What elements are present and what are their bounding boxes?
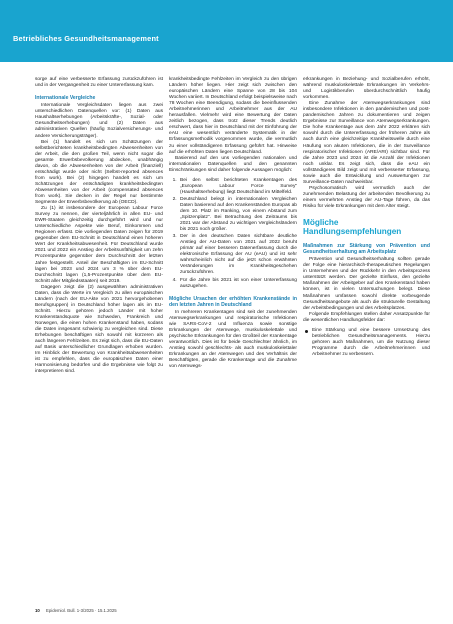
paragraph: krankheitsbedingte Fehlzeiten im Vergleich zu den übrigen Ländern höher liegen. Hier zeigt sich zwischen den europäischen Ländern eine Spanne von 28 bis 104 Wochen variiert. In Deutschland erfolgt beispielsweise nach 78 Wochen eine Beendigung, sodass die beeinflussenden Arbeitnehmerinnen und Arbeitnehmer aus der AU herausfallen. Vielmehr wird eine Bewertung der Daten zeitlich bezogen, dass trotz dieser Trends deutlich erschwert, dass hier in Deutschland mit der Einführung der eAU eine wesentlich veränderte Systematik in der Erfassungsmethodik vorgenommen wurde, die vermutlich zu einer vollständigeren Erfassung geführt hat. Hinweise auf die erhöhten Daten liegen Deutschland. bbox=[169, 77, 297, 155]
paragraph: Eine Zunahme der Atemwegserkrankungen sind insbesondere Infektionen in den pandemischen und post-pandemischen Jahren zu dokumentieren und zeigen Ergebnisse zur Surveillance von Atemwegserkrankungen. Die hohe Krankentage aus dem Jahr 2022 erklären sich sowohl durch die Untererfassung der früheren Jahre als auch durch eine gleichzeitige Krankheitswelle durch eine Häufung von akuten Infektionen, die in der Surveillance respiratorischer Infektionen (ARE/ARI) sichtbar sind. Für die Jahre 2023 und 2024 ist die Anzahl der Infektionen noch unklar. Es zeigt sich, dass die eAU ein vollständigeres Bild zeigt und mit verbesserter Erfassung, sowie auch die Entwicklung und Auswertungen zur Surveillance-Daten nachweisbar. bbox=[303, 101, 430, 185]
list-item: Eine Stärkung und eine bessere Umsetzung des betrieblichen Gesundheitsmanagements. Hierzu gehören auch Maßnahmen, um die Nutzung dieser Programme durch die Arbeitnehmerinnen und Arbeitnehmer zu verbessern. bbox=[312, 327, 430, 357]
heading-measures: Mögliche Handlungsempfehlungen bbox=[303, 218, 402, 237]
paragraph: sorge auf eine verbesserte Erfassung zurückzuführen ist und in der Vergangenheit zu einer Untererfassung kam. bbox=[35, 77, 163, 89]
recommendation-list bbox=[303, 328, 430, 358]
paragraph: Basierend auf den uns vorliegenden nationalen und internationalen Datenquellen und den genannten Einschränkungen sind daher folgende Aussagen möglich: bbox=[169, 155, 297, 173]
findings-list bbox=[169, 178, 297, 290]
header-bar bbox=[0, 0, 453, 62]
list-item: 4. Für die Jahre bis 2021 ist von einer Untererfassung auszugehen. bbox=[178, 278, 297, 290]
list-item: 3. Der in den deutschen Daten sichtbare deutliche Anstieg der AU-Daten von 2021 auf 2022 beruht primär auf einer besseren Datenerfassung durch die elektronische Erfassung der AU (eAU) und ist sehr wahrscheinlich nicht auf die jetzt schon erwähnten Veränderungen im Krankheitsgeschehen zurückzuführen. bbox=[178, 234, 297, 276]
paragraph: Zu (1) ist insbesondere der European Labour Force Survey zu nennen, der vierteljährlich in allen EU- und EWR-Staaten gleichzeitig durchgeführt wird und nur Unterschiedliche Aspekte wie Beruf, Einkommen und Regionen erfasst. Die vorliegenden Daten zeigen für 2019 gegenüber dem EU-Schnitt in Deutschland einen höheren Wert der Krankheitsabwesenheit. Für Deutschland wurde 2021 und 2022 ein Anstieg der Arbeitsunfähigkeit um zehn Prozentpunkte gegenüber dem Durchschnitt der letzten Jahre festgestellt. Anteil der Beschäftigten im EU-Schnitt lagen bei 2023 und 2024 um 3 % über dem EU-Durchschnitt lagen (1,5-Prozentpunkte über dem EU-Schnitt aller Mitgliedsstaaten) seit 2019. bbox=[35, 206, 163, 284]
paragraph: Prävention und Gesundheitserhaltung sollten gerade der Folge eine hierarchisch-therapeutischen Regelungen in Unternehmen und der Rückkehr in den Arbeitsprozess unterstützt werden. Der gezielte Einfluss, den gezielte Maßnahmen der Arbeitgeber auf den Krankenstand haben können, ist in vielen Untersuchungen belegt. Diese Maßnahmen umfassen sowohl direkte vorbeugende Gesundheitsangebote als auch die strukturelle Gestaltung der Arbeitsbedingungen und des Arbeitsplatzes. bbox=[303, 257, 430, 311]
subheading-causes: Mögliche Ursachen der erhöhten Krankenstände in den letzten Jahren in Deutschland bbox=[169, 295, 297, 308]
column-3 bbox=[303, 77, 430, 358]
list-item: 2. Deutschland belegt in internationalen Vergleichen Daten basierend auf den Krankenständen Europas ab dem 10. Platz im Ranking, von einem Abstand zum „Spitzenplatz“. Bei Betrachtung des Zeitraums bis 2021 war der Abstand zu wichtigen Vergleichsländern bis 2021 noch größer. bbox=[178, 197, 297, 233]
subheading-international: Internationale Vergleiche bbox=[35, 95, 96, 102]
paragraph: Psychosomatisch wird vermutlich auch der zunehmenden Belastung der arbeitenden Bevölkerung zu einem vermehrten Anstieg der AU-Tage führen, da das Risiko für viele Erkrankungen mit dem Alter steigt. bbox=[303, 185, 430, 209]
page-footer bbox=[35, 608, 117, 613]
column-2 bbox=[169, 77, 297, 370]
section-title: Betriebliches Gesundheitsmanagement bbox=[13, 34, 159, 43]
paragraph: In mehreren Krankentagen sind seit der zunehmenden Atemwegserkrankungen und respiratorische Infektionen wie SARS-CoV-2 und Influenza sowie sonstige Erkrankungen der Atemwege, muskuloskelettale und psychische Erkrankungen für den Großteil der Krankentage verantwortlich. Dies ist für beide Geschlechter ähnlich, im Anstieg sowohl geschlechts- als auch muskuloskelettaler Erkrankungen an der Atemwegen und des Verhältnis der Beschäftigten, gerade die Krankentage und die Zunahme von Atemwegs- bbox=[169, 310, 297, 370]
paragraph: Bei (1) handelt es sich um Schätzungen der selbstberichteten krankheitsbedingten Abwesenheiten von der Arbeit, die den großen Teil, wenn nicht sogar die gesamte Erwerbsbevölkerung abdecken, unabhängig davon, ob die Abwesenheiten von der Arbeit (finanziell) entschädigt wurde oder nicht (Selbst-reported absences from work). Bei (2) hingegen handelt es sich um Schätzungen der entschädigten krankheitsbedingten Abwesenheiten von der Arbeit (compensated absences from work). Sie decken in der Regel nur bestimmte Segmente der Erwerbsbevölkerung ab (OECD). bbox=[35, 139, 163, 206]
paragraph: Internationale Vergleichsdaten liegen aus zwei unterschiedlichen Datenquellen vor: (1) Daten aus Haushaltserhebungen (Arbeitskräfte-, Sozial- oder Gesundheitserhebungen) und (2) Daten aus administrativen Quellen (häufig Sozialversicherungs- und andere Versicherungsträger). bbox=[35, 103, 163, 139]
citation: Epidemiol. Bull. 1-3/2025 · 15.1.2025 bbox=[45, 608, 117, 613]
paragraph: Dagegen zeigt die (2) ausgewählten administrativen Daten, dass die Werte im Vergleich zu allen europäischen Ländern (nach der EU-Akte von 2021 hervorgehobenen Berufsgruppen) in Deutschland höher lagen als im EU-Schnitt. Hierzu gehören jedoch Länder mit hoher Krankenstandsquote wie Schweden, Frankreich und Norwegen, die einen hohen Krankenstand haben, sodass die Daten insgesamt schwierig zu vergleichen sind. Diese Erhebungen beschäftigen sich sowohl mit kürzeren als auch längeren Fehlzeiten. Es zeigt sich, dass die EU-Daten auf Basis unterschiedlicher Grundlagen erhoben wurden. Im Hinblick der Bewertung von Krankheitsabwesenheiten ist zu empfehlen, dass die europäischen Daten einer Harmonisierung bedürfen und die Ergebnisse wie folgt zu interpretieren sind. bbox=[35, 284, 163, 375]
page-number: 10 bbox=[35, 608, 40, 613]
paragraph: Folgende Empfehlungen stellen daher Ansatzpunkte für die wesentlichen Handlungsfelder dar: bbox=[303, 311, 430, 323]
paragraph: erkrankungen in Beziehung- und Sozialberufen erhöht, während muskuloskelettale Erkrankungen im Verkehrs- und Logistikberufen überdurchschnittlich häufig vorkommen. bbox=[303, 77, 430, 101]
list-item: 1. Bei den selbst berichteten Krankentagen des „European Labour Force Survey“ (Haushaltserhebung) liegt Deutschland im Mittelfeld. bbox=[178, 178, 297, 196]
subheading-measures: Maßnahmen zur Stärkung von Prävention und Gesundheitserhaltung am Arbeitsplatz bbox=[303, 242, 430, 256]
column-1 bbox=[35, 77, 163, 375]
